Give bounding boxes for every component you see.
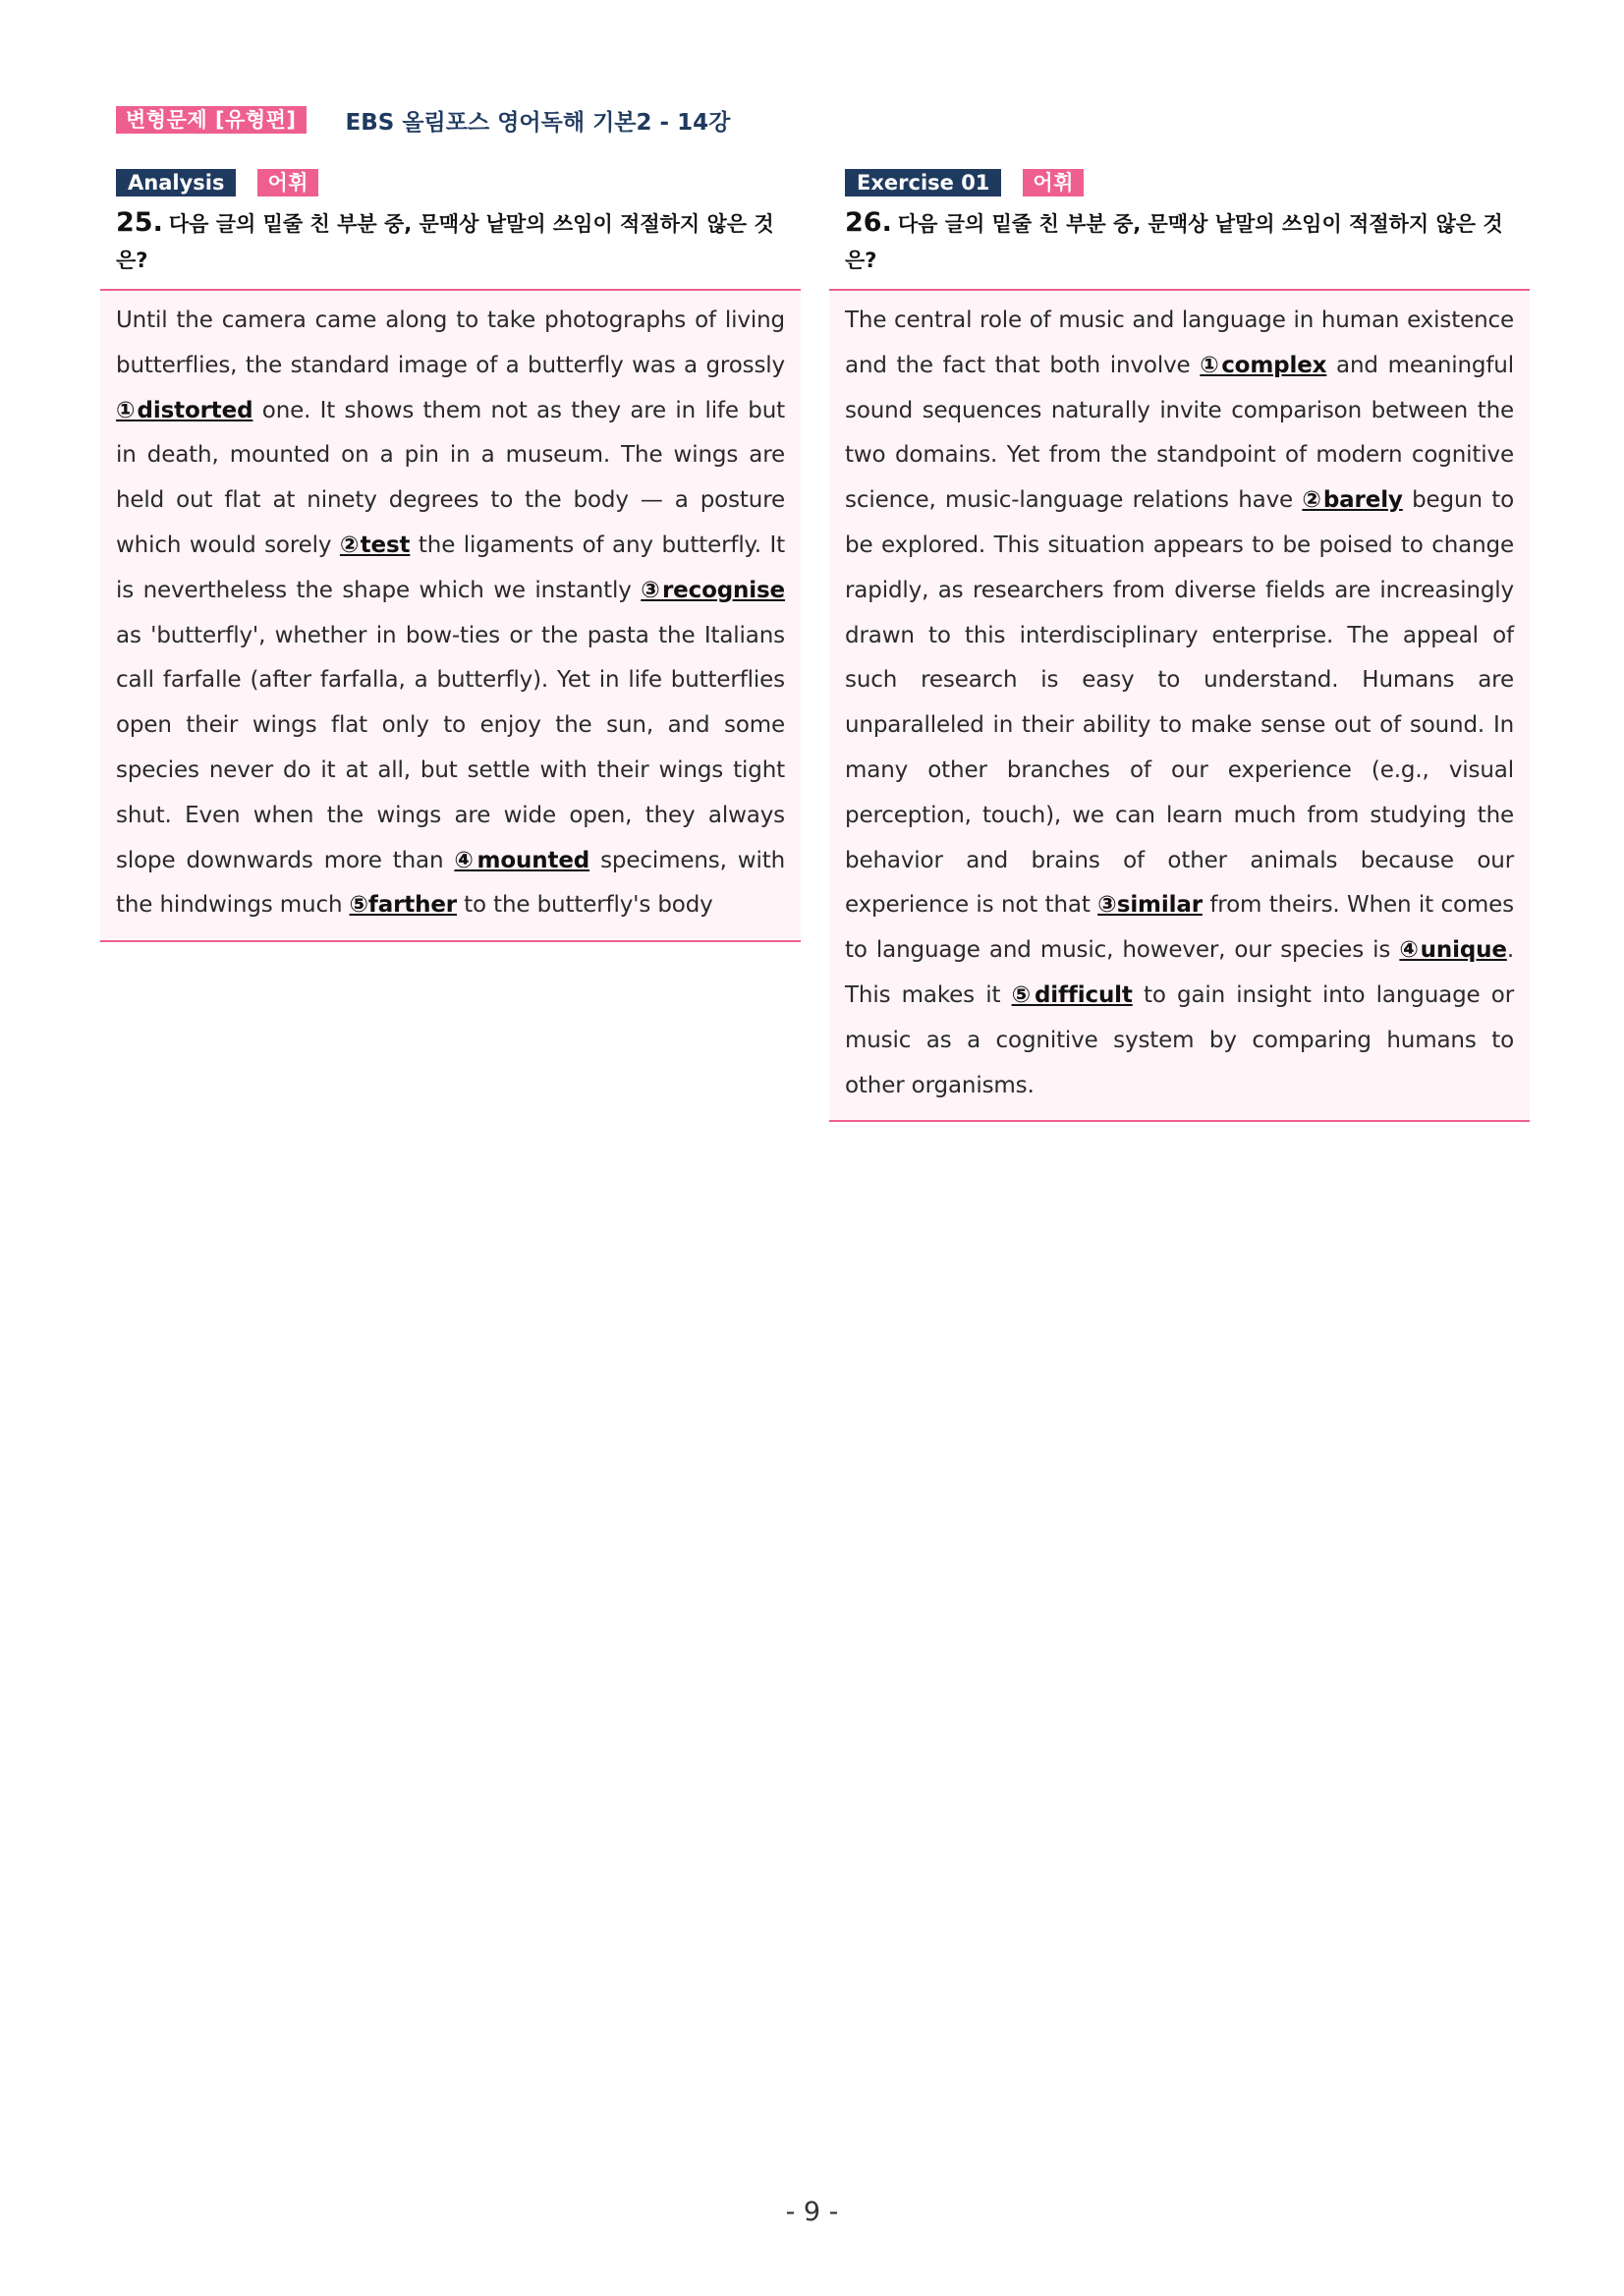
passage-segment: The central role of music and language in human existence and the fact that both involve [845,308,1514,378]
passage-segment: specimens, with the hindwings much [116,847,786,919]
question-26-tags [829,169,1530,196]
passage-box [829,289,1530,1122]
passage-segment: to the butterfly's body [457,892,713,919]
underlined-choice-2: ②barely [1302,487,1403,514]
page-header [116,104,730,136]
underlined-choice-5: ⑤farther [349,892,458,919]
underlined-choice-4: ④mounted [454,847,590,873]
vocab-tag: 어휘 [1023,169,1084,196]
passage-segment: begun to be explored. This situation appears to be poised to change rapidly, as researchers from diverse fields are increasingly drawn to this interdisciplinary enterprise. The appeal of such research is easy to understand. Humans are unparalleled in their ability to make sense out of sound. In many other branches of our experience (e.g., visual perception, touch), we can learn much from studying the behavior and brains of other animals because our experience is not that [845,487,1514,919]
passage-segment: and meaningful sound sequences naturally invite comparison between the two domains. Yet from the standpoint of modern cognitive science, music-language relations have [845,352,1514,514]
underlined-choice-3: ③similar [1097,892,1203,919]
passage-text [845,299,1514,1108]
passage-text [116,299,785,928]
question-25-prompt [100,204,801,279]
page-title: EBS 올림포스 영어독해 기본2 - 14강 [345,109,731,136]
question-26-prompt [829,204,1530,279]
passage-segment: . This makes it [845,937,1514,1008]
question-26-section [829,169,1530,1122]
underlined-choice-3: ③recognise [641,577,785,603]
question-number: 26. [845,207,892,238]
passage-box [100,289,801,942]
question-number: 25. [116,207,163,238]
passage-segment: Until the camera came along to take photographs of living butterflies, the standard image of a butterfly was a grossly [116,308,785,378]
analysis-tag: Analysis [116,169,236,196]
underlined-choice-1: ①complex [1200,352,1327,378]
passage-segment: one. It shows them not as they are in life but in death, mounted on a pin in a museum. The wings are held out flat at ninety degrees to the body — a posture which would sorely [116,397,785,558]
underlined-choice-4: ④unique [1399,937,1507,964]
underlined-choice-1: ①distorted [116,397,253,423]
question-25-tags [100,169,801,196]
question-25-section [100,169,801,942]
passage-segment: to gain insight into language or music as a cognitive system by comparing humans to other organisms. [845,981,1515,1098]
underlined-choice-2: ②test [339,532,411,558]
variant-badge: 변형문제 [유형편] [116,106,307,134]
question-text: 다음 글의 밑줄 친 부분 중, 문맥상 낱말의 쓰임이 적절하지 않은 것은? [116,212,774,272]
vocab-tag: 어휘 [257,169,318,196]
passage-segment: the ligaments of any butterfly. It is nevertheless the shape which we instantly [116,532,785,603]
passage-segment: from theirs. When it comes to language and music, however, our species is [845,892,1514,964]
passage-segment: as 'butterfly', whether in bow-ties or the pasta the Italians call farfalle (after farfalla, a butterfly). Yet in life butterflies open their wings flat only to enjoy the sun, and some species never do it at all, but settle with their wings tight shut. Even when the wings are wide open, they always slope downwards more than [116,622,785,873]
page-number: - 9 - [785,2197,839,2227]
question-text: 다음 글의 밑줄 친 부분 중, 문맥상 낱말의 쓰임이 적절하지 않은 것은? [845,212,1503,272]
underlined-choice-5: ⑤difficult [1011,981,1133,1008]
exercise-tag: Exercise 01 [845,169,1001,196]
